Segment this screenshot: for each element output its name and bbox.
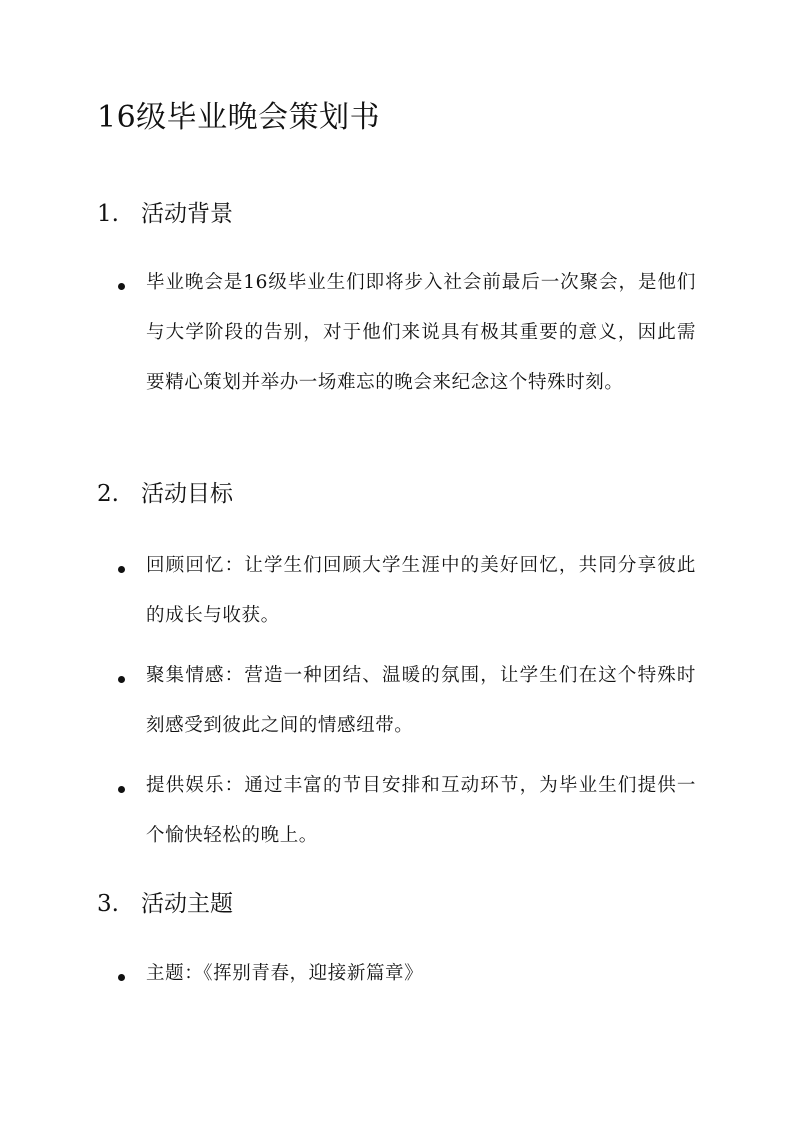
list-item-background: 毕业晚会是16级毕业生们即将步入社会前最后一次聚会，是他们与大学阶段的告别，对于他们来说具有极其重要的意义，因此需要精心策划并举办一场难忘的晚会来纪念这个特殊时刻。: [146, 272, 696, 393]
bullet-icon: [118, 566, 125, 573]
section-title: 活动背景: [141, 201, 233, 227]
section-number: 1.: [97, 201, 119, 227]
section-title: 活动主题: [141, 891, 233, 917]
section-number: 3.: [97, 891, 119, 917]
section-number: 2.: [97, 481, 119, 507]
list-item-goal-1: 回顾回忆：让学生们回顾大学生涯中的美好回忆，共同分享彼此的成长与收获。: [146, 555, 696, 626]
bullet-icon: [118, 974, 125, 981]
bullet-icon: [118, 283, 125, 290]
section-heading-theme: [97, 886, 233, 922]
section-title: 活动目标: [141, 481, 233, 507]
bullet-icon: [118, 676, 125, 683]
section-heading-goals: [97, 476, 233, 512]
list-item-goal-3: 提供娱乐：通过丰富的节目安排和互动环节，为毕业生们提供一个愉快轻松的晚上。: [146, 775, 696, 846]
page-title: 16级毕业晚会策划书: [97, 100, 381, 135]
list-item-goal-2: 聚集情感：营造一种团结、温暖的氛围，让学生们在这个特殊时刻感受到彼此之间的情感纽带。: [146, 665, 696, 736]
section-heading-background: [97, 196, 233, 232]
list-item-theme: 主题：《挥别青春，迎接新篇章》: [146, 963, 424, 984]
bullet-icon: [118, 786, 125, 793]
